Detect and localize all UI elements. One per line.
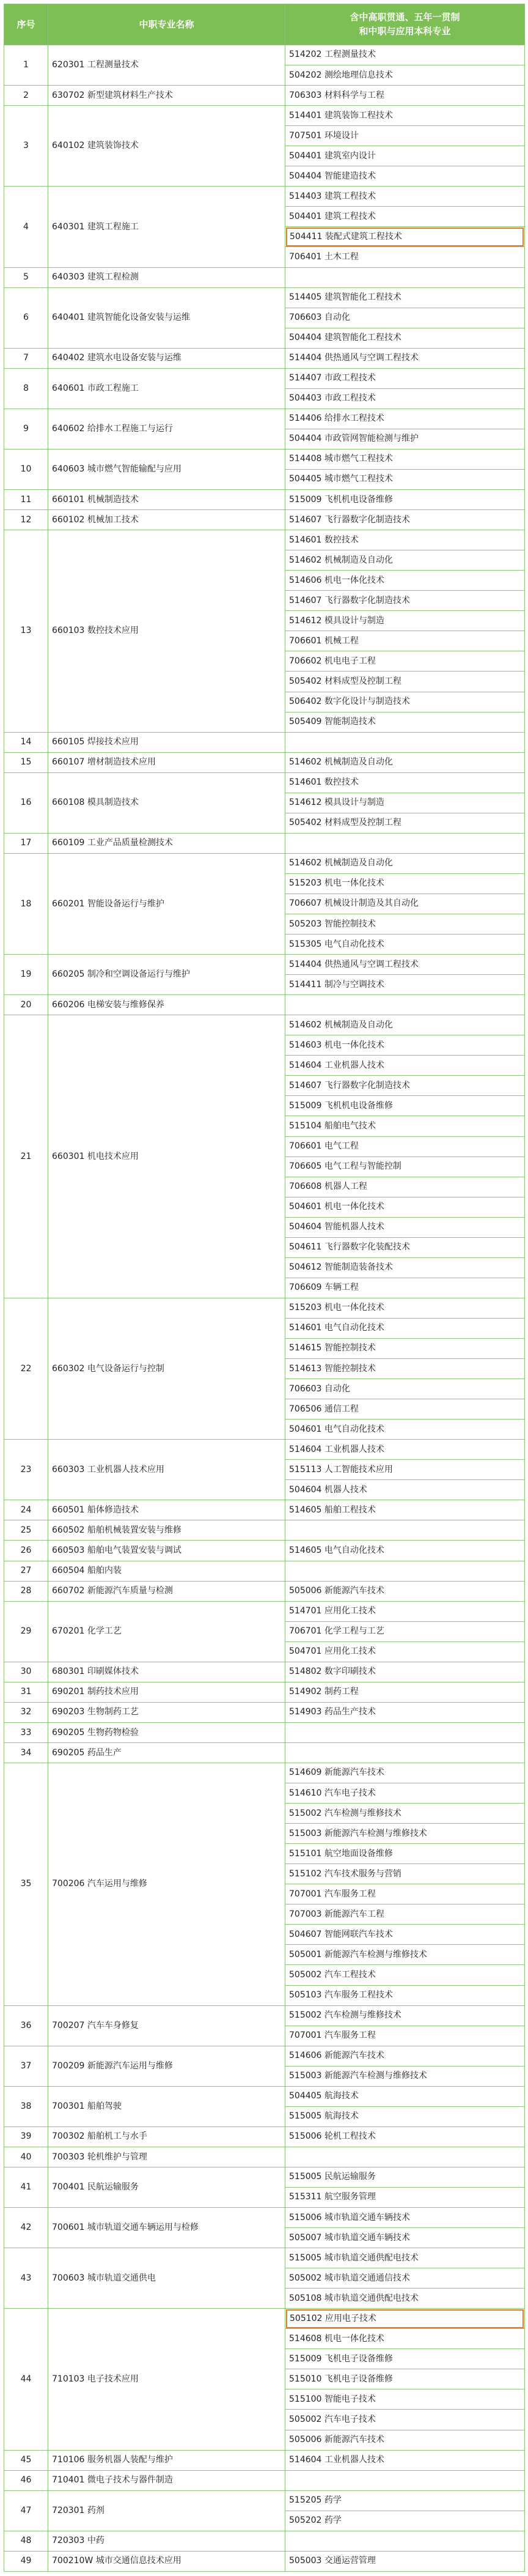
row-number: 37 <box>4 2046 48 2086</box>
higher-major-name: 505402 材料成型及控制工程 <box>285 813 525 833</box>
higher-major-name: 505103 汽车服务工程技术 <box>285 1985 525 2005</box>
higher-major-name: 504601 电气自动化技术 <box>285 1419 525 1440</box>
mid-major-name: 700209 新能源汽车运用与维修 <box>48 2046 285 2086</box>
mid-major-name: 660109 工业产品质量检测技术 <box>48 833 285 853</box>
row-number: 39 <box>4 2126 48 2147</box>
higher-major-name <box>285 833 525 853</box>
higher-major-name: 514602 机械制造及自动化 <box>285 550 525 571</box>
higher-major-name: 505006 新能源汽车技术 <box>285 1581 525 1601</box>
higher-major-name: 515003 新能源汽车检测与维修技术 <box>285 2066 525 2086</box>
row-number: 24 <box>4 1500 48 1520</box>
higher-major-name: 515010 飞机电子设备维修 <box>285 2369 525 2389</box>
mid-major-name: 640301 建筑工程施工 <box>48 187 285 267</box>
table-row <box>4 45 525 65</box>
table-row <box>4 2490 525 2511</box>
mid-major-name: 660103 数控技术应用 <box>48 530 285 732</box>
higher-major-name: 706506 通信工程 <box>285 1399 525 1419</box>
higher-major-name <box>285 267 525 287</box>
higher-major-name: 514405 建筑智能化工程技术 <box>285 287 525 308</box>
higher-major-name: 515104 船舶电气技术 <box>285 1116 525 1136</box>
header-higher-line2: 和中职与应用本科专业 <box>359 26 451 37</box>
higher-major-name: 504604 机器人技术 <box>285 1480 525 1500</box>
header-higher-major <box>285 4 525 45</box>
higher-major-name: 515102 汽车技术服务与营销 <box>285 1864 525 1884</box>
table-row <box>4 1662 525 1682</box>
table-row <box>4 2309 525 2329</box>
table-row <box>4 752 525 772</box>
mid-major-name: 660702 新能源汽车质量与检测 <box>48 1581 285 1601</box>
row-number: 34 <box>4 1742 48 1763</box>
higher-major-name: 514606 机电一体化技术 <box>285 571 525 591</box>
higher-major-name: 505402 材料成型及控制工程 <box>285 672 525 692</box>
table-row <box>4 449 525 469</box>
table-row <box>4 1682 525 1702</box>
higher-major-name: 505108 城市轨道交通供配电技术 <box>285 2289 525 2309</box>
higher-major-name: 515005 民航运输服务 <box>285 2167 525 2187</box>
row-number: 12 <box>4 510 48 530</box>
table-row <box>4 1581 525 1601</box>
higher-major-name: 514701 应用化工技术 <box>285 1601 525 1621</box>
higher-major-name: 505409 智能制造技术 <box>285 712 525 732</box>
higher-major-name: 706609 车辆工程 <box>285 1278 525 1298</box>
higher-major-name: 514202 工程测量技术 <box>285 45 525 65</box>
table-row <box>4 2470 525 2490</box>
higher-major-name: 514411 制冷与空调技术 <box>285 975 525 995</box>
table-row <box>4 368 525 388</box>
table-row <box>4 2126 525 2147</box>
higher-major-name: 515005 城市轨道交通供配电技术 <box>285 2248 525 2268</box>
table-header <box>4 4 525 45</box>
higher-major-name: 514404 供热通风与空调工程技术 <box>285 348 525 368</box>
higher-major-name: 515100 智能电子技术 <box>285 2389 525 2410</box>
higher-major-name: 504601 机电一体化技术 <box>285 1197 525 1217</box>
mid-major-name: 640401 建筑智能化设备安装与运维 <box>48 287 285 348</box>
higher-major-name: 707003 新能源汽车工程 <box>285 1904 525 1925</box>
mid-major-name: 640602 给排水工程施工与运行 <box>48 409 285 449</box>
higher-major-name: 707001 汽车服务工程 <box>285 2026 525 2046</box>
higher-major-name: 514802 数字印刷技术 <box>285 1662 525 1682</box>
table-row <box>4 2086 525 2106</box>
row-number: 31 <box>4 1682 48 1702</box>
row-number: 16 <box>4 772 48 833</box>
higher-major-name: 706401 土木工程 <box>285 247 525 267</box>
higher-major-name: 707501 环境设计 <box>285 126 525 146</box>
mid-major-name: 640601 市政工程施工 <box>48 368 285 409</box>
higher-major-name: 514612 模具设计与制造 <box>285 611 525 631</box>
table-row <box>4 86 525 106</box>
higher-major-name <box>285 1722 525 1742</box>
higher-major-name: 514406 给排水工程技术 <box>285 409 525 429</box>
higher-major-name: 706603 自动化 <box>285 308 525 328</box>
higher-major-name: 706607 机械设计制造及其自动化 <box>285 894 525 914</box>
higher-major-name: 504405 城市燃气工程技术 <box>285 469 525 489</box>
mid-major-name: 710401 微电子技术与器件制造 <box>48 2470 285 2490</box>
row-number: 18 <box>4 853 48 954</box>
mid-major-name: 720303 中药 <box>48 2531 285 2551</box>
row-number: 3 <box>4 106 48 187</box>
higher-major-name: 706601 电气工程 <box>285 1136 525 1157</box>
higher-major-name: 505003 交通运营管理 <box>285 2551 525 2571</box>
table-row <box>4 409 525 429</box>
higher-major-name: 515006 城市轨道交通车辆技术 <box>285 2208 525 2228</box>
table-row <box>4 2531 525 2551</box>
higher-major-name: 515203 机电一体化技术 <box>285 1298 525 1318</box>
mid-major-name: 660205 制冷和空调设备运行与维护 <box>48 955 285 995</box>
table-row <box>4 1722 525 1742</box>
row-number: 36 <box>4 2005 48 2046</box>
row-number: 21 <box>4 1015 48 1298</box>
table-row <box>4 1500 525 1520</box>
higher-major-name: 706601 机械工程 <box>285 631 525 651</box>
row-number: 7 <box>4 348 48 368</box>
higher-major-name: 505203 智能控制技术 <box>285 914 525 935</box>
higher-major-name: 514407 市政工程技术 <box>285 368 525 388</box>
higher-major-name: 514602 机械制造及自动化 <box>285 1015 525 1035</box>
table-row <box>4 510 525 530</box>
table-row <box>4 2248 525 2268</box>
higher-major-name: 514602 机械制造及自动化 <box>285 853 525 873</box>
row-number: 38 <box>4 2086 48 2126</box>
table-row <box>4 2450 525 2470</box>
higher-major-name: 514603 机电一体化技术 <box>285 1035 525 1056</box>
row-number: 27 <box>4 1561 48 1581</box>
row-number: 33 <box>4 1722 48 1742</box>
higher-major-name: 515009 飞机机电设备维修 <box>285 1096 525 1116</box>
mid-major-name: 660301 机电技术应用 <box>48 1015 285 1298</box>
table-row <box>4 2046 525 2066</box>
row-number: 28 <box>4 1581 48 1601</box>
higher-major-name: 515002 汽车检测与维修技术 <box>285 2005 525 2026</box>
higher-major-name: 505001 新能源汽车检测与维修技术 <box>285 1945 525 1965</box>
table-row <box>4 2005 525 2026</box>
mid-major-name: 660206 电梯安装与维修保养 <box>48 995 285 1015</box>
higher-major-name: 505006 新能源汽车技术 <box>285 2430 525 2450</box>
row-number: 40 <box>4 2147 48 2167</box>
mid-major-name: 660501 船体修造技术 <box>48 1500 285 1520</box>
mid-major-name: 660504 船舶内装 <box>48 1561 285 1581</box>
table-row <box>4 1541 525 1561</box>
higher-major-name: 514605 船舶工程技术 <box>285 1500 525 1520</box>
table-row <box>4 1520 525 1541</box>
table-row <box>4 732 525 752</box>
higher-major-name: 504611 飞行器数字化装配技术 <box>285 1237 525 1257</box>
higher-major-name: 504403 市政工程技术 <box>285 388 525 409</box>
higher-major-name: 514612 模具设计与制造 <box>285 793 525 813</box>
higher-major-name: 514408 城市燃气工程技术 <box>285 449 525 469</box>
higher-major-name: 515311 航空服务管理 <box>285 2187 525 2207</box>
higher-major-name <box>285 2147 525 2167</box>
row-number: 43 <box>4 2248 48 2309</box>
table-row <box>4 530 525 550</box>
higher-major-name: 514902 制药工程 <box>285 1682 525 1702</box>
mid-major-name: 700210W 城市交通信息技术应用 <box>48 2551 285 2571</box>
higher-major-name <box>285 2531 525 2551</box>
higher-major-name: 514401 建筑装饰工程技术 <box>285 106 525 126</box>
table-row <box>4 2147 525 2167</box>
mid-major-name: 700207 汽车车身修复 <box>48 2005 285 2046</box>
higher-major-name: 706603 自动化 <box>285 1379 525 1399</box>
mid-major-name: 710103 电子技术应用 <box>48 2309 285 2450</box>
mid-major-name: 700301 船舶驾驶 <box>48 2086 285 2126</box>
mid-major-name: 660102 机械加工技术 <box>48 510 285 530</box>
row-number: 48 <box>4 2531 48 2551</box>
mid-major-name: 620301 工程测量技术 <box>48 45 285 86</box>
higher-major-name: 514604 工业机器人技术 <box>285 1440 525 1460</box>
highlighted-major: 504411 装配式建筑工程技术 <box>286 228 524 246</box>
row-number: 26 <box>4 1541 48 1561</box>
table-row <box>4 1440 525 1460</box>
higher-major-name: 514903 药品生产技术 <box>285 1702 525 1722</box>
higher-major-name: 504607 智能网联汽车技术 <box>285 1925 525 1945</box>
mid-major-name: 640102 建筑装饰技术 <box>48 106 285 187</box>
table-row <box>4 995 525 1015</box>
higher-major-name: 515113 人工智能技术应用 <box>285 1460 525 1480</box>
higher-major-name: 706608 机器人工程 <box>285 1177 525 1197</box>
mid-major-name: 710106 服务机器人装配与维护 <box>48 2450 285 2470</box>
higher-major-name: 506402 数字化设计与制造技术 <box>285 692 525 712</box>
higher-major-name <box>285 995 525 1015</box>
highlighted-major: 505102 应用电子技术 <box>286 2309 524 2328</box>
higher-major-name: 505007 城市轨道交通车辆技术 <box>285 2228 525 2248</box>
row-number: 44 <box>4 2309 48 2450</box>
header-no: 序号 <box>4 4 48 45</box>
higher-major-name <box>285 227 525 247</box>
higher-major-name: 515006 轮机工程技术 <box>285 2126 525 2147</box>
table-row <box>4 1298 525 1318</box>
table-row <box>4 955 525 975</box>
higher-major-name: 514605 电气自动化技术 <box>285 1541 525 1561</box>
higher-major-name: 504701 应用化工技术 <box>285 1641 525 1662</box>
higher-major-name: 514601 数控技术 <box>285 772 525 793</box>
higher-major-name: 514604 工业机器人技术 <box>285 2450 525 2470</box>
row-number: 9 <box>4 409 48 449</box>
mid-major-name: 660105 焊接技术应用 <box>48 732 285 752</box>
row-number: 29 <box>4 1601 48 1662</box>
table-row <box>4 1742 525 1763</box>
row-number: 42 <box>4 2208 48 2248</box>
row-number: 2 <box>4 86 48 106</box>
row-number: 14 <box>4 732 48 752</box>
row-number: 5 <box>4 267 48 287</box>
mid-major-name: 700401 民航运输服务 <box>48 2167 285 2207</box>
higher-major-name: 505002 城市轨道交通通信技术 <box>285 2268 525 2289</box>
mid-major-name: 700302 船舶机工与水手 <box>48 2126 285 2147</box>
higher-major-name: 514610 汽车电子技术 <box>285 1783 525 1804</box>
higher-major-name: 504404 建筑智能化工程技术 <box>285 328 525 348</box>
higher-major-name: 514606 新能源汽车技术 <box>285 2046 525 2066</box>
table-row <box>4 2208 525 2228</box>
header-higher-line1: 含中高职贯通、五年一贯制 <box>350 11 460 23</box>
mid-major-name: 690205 生物药物检验 <box>48 1722 285 1742</box>
higher-major-name: 514604 工业机器人技术 <box>285 1056 525 1076</box>
mid-major-name: 660107 增材制造技术应用 <box>48 752 285 772</box>
mid-major-name: 640402 建筑水电设备安装与运维 <box>48 348 285 368</box>
table-row <box>4 2167 525 2187</box>
table-row <box>4 106 525 126</box>
higher-major-name: 504202 测绘地理信息技术 <box>285 65 525 86</box>
table-row <box>4 187 525 207</box>
row-number: 41 <box>4 2167 48 2207</box>
higher-major-name: 514601 数控技术 <box>285 530 525 550</box>
row-number: 19 <box>4 955 48 995</box>
higher-major-name: 514609 新能源汽车技术 <box>285 1763 525 1783</box>
higher-major-name: 515003 新能源汽车检测与维修技术 <box>285 1824 525 1844</box>
higher-major-name: 515009 飞机机电设备维修 <box>285 490 525 510</box>
row-number: 22 <box>4 1298 48 1439</box>
mid-major-name: 700601 城市轨道交通车辆运用与检修 <box>48 2208 285 2248</box>
major-mapping-table <box>4 4 525 2572</box>
mid-major-name: 630702 新型建筑材料生产技术 <box>48 86 285 106</box>
mid-major-name: 660502 船舶机械装置安装与维修 <box>48 1520 285 1541</box>
higher-major-name: 514607 飞行器数字化制造技术 <box>285 1076 525 1096</box>
table-row <box>4 1763 525 1783</box>
higher-major-name: 505002 汽车工程技术 <box>285 1965 525 1985</box>
row-number: 45 <box>4 2450 48 2470</box>
table-row <box>4 1601 525 1621</box>
mid-major-name: 660201 智能设备运行与维护 <box>48 853 285 954</box>
table-row <box>4 348 525 368</box>
higher-major-name: 514602 机械制造及自动化 <box>285 752 525 772</box>
higher-major-name: 504405 航海技术 <box>285 2086 525 2106</box>
higher-major-name: 515203 机电一体化技术 <box>285 873 525 894</box>
table-row <box>4 833 525 853</box>
higher-major-name: 514607 飞行器数字化制造技术 <box>285 510 525 530</box>
table-row <box>4 267 525 287</box>
row-number: 4 <box>4 187 48 267</box>
mid-major-name: 680301 印刷媒体技术 <box>48 1662 285 1682</box>
higher-major-name: 505002 汽车电子技术 <box>285 2410 525 2430</box>
row-number: 32 <box>4 1702 48 1722</box>
mid-major-name: 640603 城市燃气智能输配与应用 <box>48 449 285 489</box>
higher-major-name: 515101 航空地面设备维修 <box>285 1844 525 1864</box>
row-number: 15 <box>4 752 48 772</box>
row-number: 25 <box>4 1520 48 1541</box>
mid-major-name: 670201 化学工艺 <box>48 1601 285 1662</box>
table-row <box>4 490 525 510</box>
mid-major-name: 660108 模具制造技术 <box>48 772 285 833</box>
row-number: 46 <box>4 2470 48 2490</box>
row-number: 20 <box>4 995 48 1015</box>
higher-major-name: 706303 材料科学与工程 <box>285 86 525 106</box>
higher-major-name: 514403 建筑工程技术 <box>285 187 525 207</box>
higher-major-name <box>285 2470 525 2490</box>
higher-major-name: 706701 化学工程与工艺 <box>285 1621 525 1641</box>
row-number: 8 <box>4 368 48 409</box>
higher-major-name: 514404 供热通风与空调工程技术 <box>285 955 525 975</box>
table-row <box>4 2551 525 2571</box>
mid-major-name: 700603 城市轨道交通供电 <box>48 2248 285 2309</box>
higher-major-name: 514615 智能控制技术 <box>285 1339 525 1359</box>
higher-major-name: 706602 机电电子工程 <box>285 651 525 672</box>
table-row <box>4 1015 525 1035</box>
mid-major-name: 700206 汽车运用与维修 <box>48 1763 285 2005</box>
header-mid-major: 中职专业名称 <box>48 4 285 45</box>
table-row <box>4 853 525 873</box>
higher-major-name: 515009 飞机电子设备维修 <box>285 2349 525 2369</box>
row-number: 11 <box>4 490 48 510</box>
row-number: 49 <box>4 2551 48 2571</box>
row-number: 35 <box>4 1763 48 2005</box>
higher-major-name: 514607 飞行器数字化制造技术 <box>285 591 525 611</box>
higher-major-name <box>285 1561 525 1581</box>
higher-major-name: 515305 电气自动化技术 <box>285 935 525 955</box>
mid-major-name: 660303 工业机器人技术应用 <box>48 1440 285 1500</box>
mid-major-name: 660101 机械制造技术 <box>48 490 285 510</box>
higher-major-name: 504404 市政管网智能检测与维护 <box>285 429 525 449</box>
row-number: 47 <box>4 2490 48 2531</box>
higher-major-name: 514608 机电一体化技术 <box>285 2329 525 2349</box>
higher-major-name: 504401 建筑工程技术 <box>285 207 525 227</box>
higher-major-name: 515005 航海技术 <box>285 2106 525 2126</box>
row-number: 30 <box>4 1662 48 1682</box>
row-number: 17 <box>4 833 48 853</box>
higher-major-name: 514613 智能控制技术 <box>285 1359 525 1379</box>
mid-major-name: 700303 轮机维护与管理 <box>48 2147 285 2167</box>
table-row <box>4 1561 525 1581</box>
higher-major-name: 504604 智能机器人技术 <box>285 1217 525 1237</box>
higher-major-name: 504401 建筑室内设计 <box>285 146 525 166</box>
higher-major-name: 504612 智能制造装备技术 <box>285 1257 525 1278</box>
row-number: 1 <box>4 45 48 86</box>
mid-major-name: 660302 电气设备运行与控制 <box>48 1298 285 1439</box>
mid-major-name: 690205 药品生产 <box>48 1742 285 1763</box>
table-row <box>4 287 525 308</box>
table-body <box>4 45 525 2572</box>
higher-major-name <box>285 1742 525 1763</box>
higher-major-name: 707001 汽车服务工程 <box>285 1884 525 1904</box>
mid-major-name: 690201 制药技术应用 <box>48 1682 285 1702</box>
row-number: 23 <box>4 1440 48 1500</box>
row-number: 6 <box>4 287 48 348</box>
higher-major-name: 514601 电气自动化技术 <box>285 1318 525 1338</box>
mid-major-name: 720301 药剂 <box>48 2490 285 2531</box>
higher-major-name <box>285 1520 525 1541</box>
mid-major-name: 640303 建筑工程检测 <box>48 267 285 287</box>
higher-major-name <box>285 2309 525 2329</box>
higher-major-name <box>285 732 525 752</box>
table-row <box>4 772 525 793</box>
row-number: 10 <box>4 449 48 489</box>
mid-major-name: 660503 船舶电气装置安装与调试 <box>48 1541 285 1561</box>
higher-major-name: 515002 汽车检测与维修技术 <box>285 1804 525 1824</box>
higher-major-name: 505202 药学 <box>285 2511 525 2531</box>
higher-major-name: 706605 电气工程与智能控制 <box>285 1157 525 1177</box>
mid-major-name: 690203 生物制药工艺 <box>48 1702 285 1722</box>
row-number: 13 <box>4 530 48 732</box>
higher-major-name: 515205 药学 <box>285 2490 525 2511</box>
higher-major-name: 504404 智能建造技术 <box>285 166 525 187</box>
table-row <box>4 1702 525 1722</box>
